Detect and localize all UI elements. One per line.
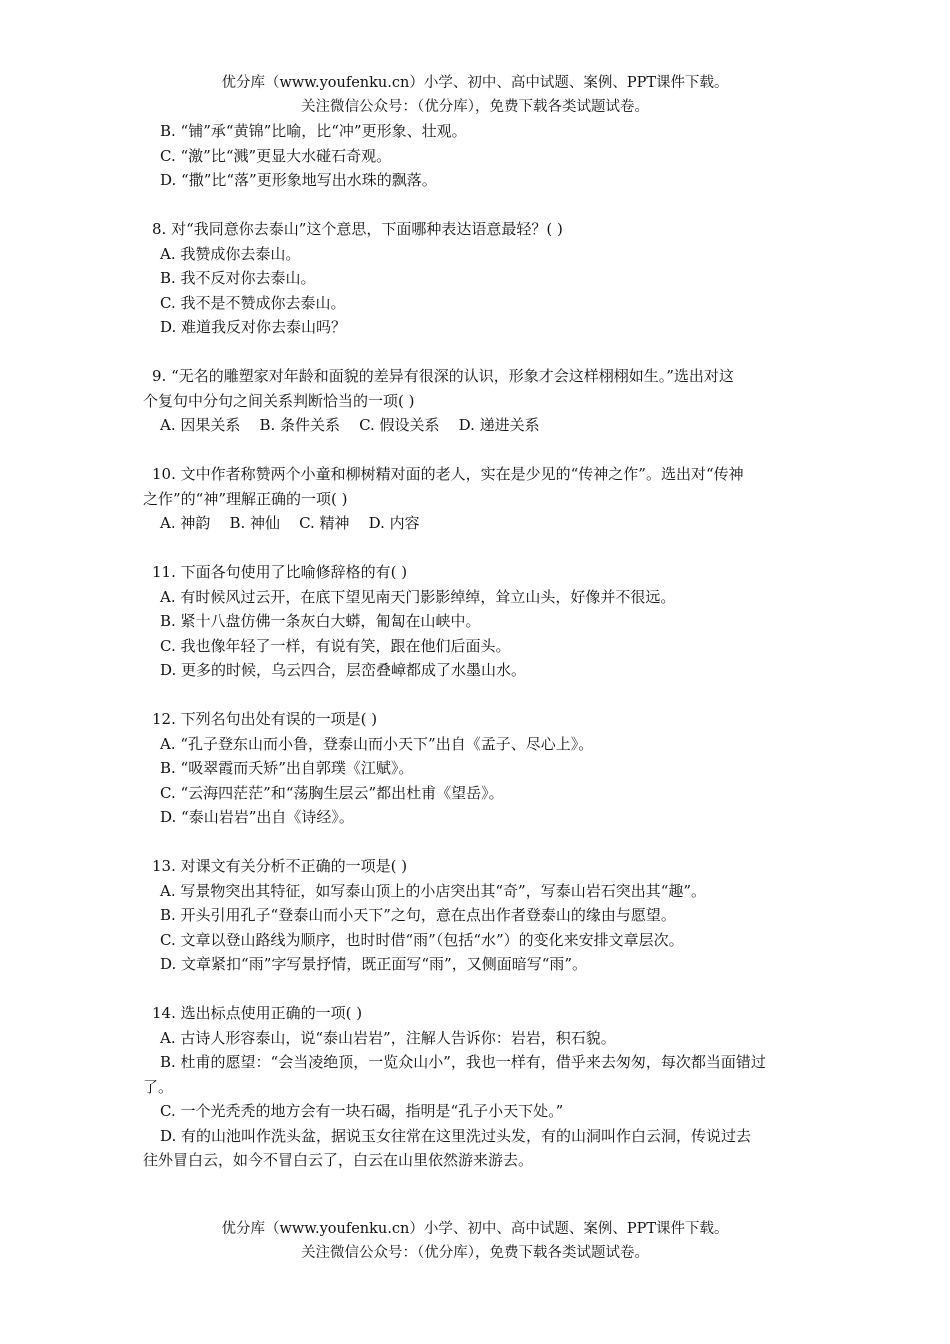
q10-stem-line-1: 10. 文中作者称赞两个小童和柳树精对面的老人，实在是少见的“传神之作”。选出对“传神 [152,465,744,483]
q12-stem: 12. 下列名句出处有误的一项是( ) [152,710,378,728]
q8-option-b: B. 我不反对你去泰山。 [160,269,316,287]
q13-option-d: D. 文章紧扣“雨”字写景抒情，既正面写“雨”，又侧面暗写“雨”。 [160,955,588,973]
question-9 [143,364,811,438]
q14-option-d-line-2: 往外冒白云，如今不冒白云了，白云在山里依然游来游去。 [143,1151,534,1169]
q12-option-a: A. “孔子登东山而小鲁，登泰山而小天下”出自《孟子、尽心上》。 [160,734,594,753]
q14-option-b-line-1: B. 杜甫的愿望：“会当凌绝顶，一览众山小”，我也一样有，借乎来去匆匆，每次都当面错过 [160,1053,766,1071]
question-10 [143,462,811,536]
q8-option-a: A. 我赞成你去泰山。 [160,244,301,263]
q11-option-c: C. 我也像年轻了一样，有说有笑，跟在他们后面头。 [160,636,511,655]
q13-option-b: B. 开头引用孔子“登泰山而小天下”之句，意在点出作者登泰山的缘由与愿望。 [160,906,676,924]
question-7-tail [143,119,811,193]
q12-option-b: B. “吸翠霞而夭矫”出自郭璞《江赋》。 [160,759,414,777]
q7-option-b: B. “铺”承“黄锦”比喻，比“冲”更形象、壮观。 [160,122,467,140]
question-8 [143,217,811,340]
q7-option-d: D. “撒”比“落”更形象地写出水珠的飘落。 [160,171,437,189]
question-14 [143,1001,811,1173]
question-list [143,119,811,1173]
q9-stem-line-2: 个复句中分句之间关系判断恰当的一项( ) [143,391,415,410]
footer-line-1: 优分库（www.youfenku.cn）小学、初中、高中试题、案例、PPT课件下载。 [221,1221,729,1237]
q8-stem: 8. 对“我同意你去泰山”这个意思，下面哪种表达语意最轻？( ) [152,220,563,238]
footer-line-2: 关注微信公众号：（优分库），免费下载各类试题试卷。 [301,1245,649,1261]
page-header [0,71,950,119]
q13-option-c: C. 文章以登山路线为顺序，也时时借“雨”（包括“水”）的变化来安排文章层次。 [160,930,684,949]
q14-stem: 14. 选出标点使用正确的一项( ) [152,1004,363,1022]
q12-option-c: C. “云海四茫茫”和“荡胸生层云”都出杜甫《望岳》。 [160,783,504,802]
header-line-2: 关注微信公众号：（优分库），免费下载各类试题试卷。 [301,99,649,115]
q11-option-d: D. 更多的时候，乌云四合，层峦叠嶂都成了水墨山水。 [160,661,527,679]
q13-option-a: A. 写景物突出其特征，如写泰山顶上的小店突出其“奇”，写泰山岩石突出其“趣”。 [160,881,707,900]
q14-option-a: A. 古诗人形容泰山，说“泰山岩岩”，注解人告诉你：岩岩，积石貌。 [160,1028,616,1047]
q11-option-b: B. 紧十八盘仿佛一条灰白大蟒，匍匐在山峡中。 [160,612,481,630]
q8-option-c: C. 我不是不赞成你去泰山。 [160,293,346,312]
header-line-1: 优分库（www.youfenku.cn）小学、初中、高中试题、案例、PPT课件下载。 [221,75,729,91]
q9-options: A. 因果关系 B. 条件关系 C. 假设关系 D. 递进关系 [160,416,540,434]
q14-option-d-line-1: D. 有的山池叫作洗头盆，据说玉女往常在这里洗过头发，有的山洞叫作白云洞，传说过去 [160,1126,752,1145]
q10-options: A. 神韵 B. 神仙 C. 精神 D. 内容 [160,514,420,532]
page-footer [0,1217,950,1265]
q14-option-c: C. 一个光秃秃的地方会有一块石碣，指明是“孔子小天下处。” [160,1102,564,1120]
question-13 [143,854,811,977]
q8-option-d: D. 难道我反对你去泰山吗？ [160,318,347,336]
q14-option-b-line-2: 了。 [143,1077,174,1096]
q9-stem-line-1: 9. “无名的雕塑家对年龄和面貌的差异有很深的认识，形象才会这样栩栩如生。”选出对这 [152,367,734,385]
question-12 [143,707,811,830]
question-11 [143,560,811,683]
q11-stem: 11. 下面各句使用了比喻修辞格的有( ) [152,563,408,581]
q11-option-a: A. 有时候风过云开，在底下望见南天门影影绰绰，耸立山头，好像并不很远。 [160,587,676,606]
q10-stem-line-2: 之作”的“神”理解正确的一项( ) [143,489,348,508]
q7-option-c: C. “激”比“溅”更显大水碰石奇观。 [160,146,392,165]
q13-stem: 13. 对课文有关分析不正确的一项是( ) [152,857,408,875]
q12-option-d: D. “泰山岩岩”出自《诗经》。 [160,808,354,826]
